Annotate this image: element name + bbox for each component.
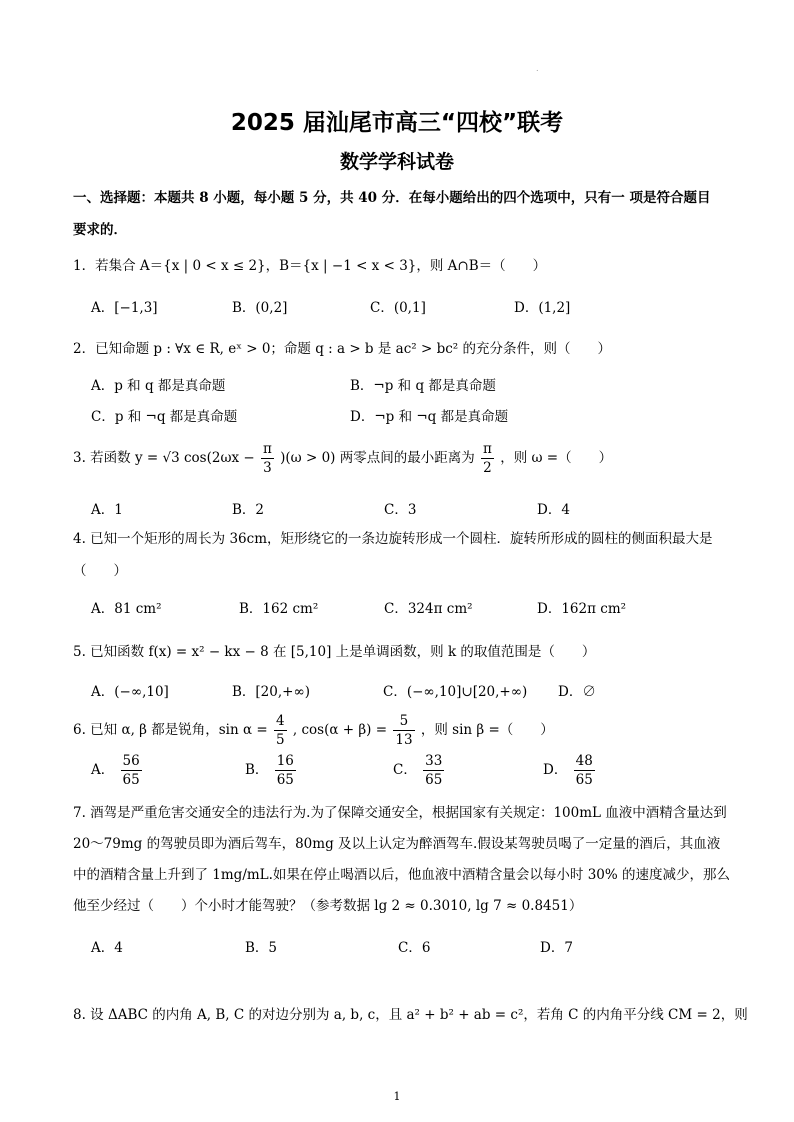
question-3-stem-mid: )(ω > 0) 两零点间的最小距离为 <box>280 450 475 466</box>
fraction-denominator: 65 <box>575 772 593 788</box>
question-6-option-d <box>543 752 597 789</box>
fraction-numerator: 33 <box>425 753 443 769</box>
option-label: C． <box>393 762 417 778</box>
question-6-stem-pre: 6. 已知 α, β 都是锐角，sin α = <box>73 722 268 738</box>
page-subtitle: 数学学科试卷 <box>339 151 454 173</box>
fraction-numerator: π <box>483 441 492 457</box>
fraction-numerator: 4 <box>276 713 285 729</box>
question-3-option-c: C．3 <box>384 502 417 518</box>
fraction-numerator: 56 <box>122 753 140 769</box>
fraction-numerator: π <box>262 441 272 457</box>
question-2-option-c: C．p 和 ¬q 都是真命题 <box>91 409 238 425</box>
question-6-stem <box>73 712 733 749</box>
question-4-option-c: C．324π cm² <box>384 601 473 617</box>
page-title: 2025 届汕尾市高三“四校”联考 <box>230 110 564 136</box>
fraction-denominator: 65 <box>425 772 443 788</box>
question-5-option-c: C．(−∞,10]∪[20,+∞) <box>383 684 528 700</box>
question-3-fraction-pi-2 <box>481 440 494 477</box>
question-1-option-a: A．[−1,3] <box>91 300 158 316</box>
option-label: B． <box>245 762 269 778</box>
question-4-option-d: D．162π cm² <box>537 601 627 617</box>
section-heading: 一、选择题：本题共 8 小题，每小题 5 分，共 40 分．在每小题给出的四个选项中，只有一 项是符合题目要求的． <box>73 190 711 238</box>
question-3-stem-post: ，则 ω =（ ） <box>500 450 613 466</box>
fraction-denominator: 65 <box>276 772 294 788</box>
scan-mark: . <box>536 64 539 73</box>
question-3-fraction-pi-3 <box>261 440 274 477</box>
question-4-stem: 4. 已知一个矩形的周长为 36cm，矩形绕它的一条边旋转形成一个圆柱．旋转所形成的圆柱的侧面积最大是（ ） <box>73 531 713 579</box>
question-2-option-d: D．¬p 和 ¬q 都是真命题 <box>350 409 509 425</box>
question-1-option-b: B．(0,2] <box>232 300 288 316</box>
question-6-fraction-4-5 <box>274 712 287 749</box>
fraction-numerator: 5 <box>393 712 414 731</box>
fraction-denominator: 3 <box>263 460 272 476</box>
question-1-stem: 1．若集合 A＝{x | 0 < x ≤ 2}，B＝{x | −1 < x < 3}，则 A∩B＝（ ） <box>73 258 547 274</box>
question-6-stem-post: ，则 sin β =（ ） <box>420 722 554 738</box>
fraction-denominator: 2 <box>483 460 492 476</box>
question-5-stem: 5. 已知函数 f(x) = x² − kx − 8 在 [5,10] 上是单调函数，则 k 的取值范围是（ ） <box>73 644 596 660</box>
question-5-option-b: B．[20,+∞) <box>232 684 310 700</box>
question-3-stem-pre: 3. 若函数 y = √3 cos(2ωx − <box>73 450 255 466</box>
question-3-stem <box>73 440 733 477</box>
question-6-option-b <box>245 752 298 789</box>
question-8-stem: 8. 设 ΔABC 的内角 A, B, C 的对边分别为 a, b, c，且 a² + b² + ab = c²，若角 C 的内角平分线 CM = 2，则 <box>73 1007 748 1023</box>
question-3-option-d: D．4 <box>537 502 570 518</box>
question-7-option-c: C．6 <box>398 940 431 956</box>
question-6-stem-mid: , cos(α + β) = <box>292 722 388 738</box>
question-2-option-a: A．p 和 q 都是真命题 <box>91 378 226 394</box>
option-fraction <box>574 752 595 789</box>
fraction-denominator: 13 <box>395 732 413 748</box>
fraction-numerator: 16 <box>276 753 294 769</box>
question-7-stem: 7. 酒驾是严重危害交通安全的违法行为.为了保障交通安全，根据国家有关规定：100mL 血液中酒精含量达到 20～79mg 的驾驶员即为酒后驾车，80mg 及以上认定为醉酒驾车.假设某驾驶员喝了一定量的酒后，其血液中的酒精含量上升到了 1mg/mL.如果在停止喝酒以后，他血液中酒精含量会以每小时 30% 的速度减少，那么他至少经过（ ）个小时才能驾驶？（参考数据 lg 2 ≈ 0.3010, lg 7 ≈ 0.8451） <box>73 805 731 914</box>
option-label: A． <box>91 762 115 778</box>
question-1-option-c: C．(0,1] <box>370 300 426 316</box>
question-3-option-a: A．1 <box>91 502 123 518</box>
option-fraction <box>121 752 142 789</box>
question-2-option-b: B．¬p 和 q 都是真命题 <box>350 378 496 394</box>
question-6-option-c <box>393 752 446 789</box>
fraction-numerator: 48 <box>575 753 593 769</box>
question-7-option-a: A．4 <box>91 940 123 956</box>
option-label: D． <box>543 762 568 778</box>
page-number: 1 <box>393 1090 401 1103</box>
fraction-denominator: 65 <box>122 772 140 788</box>
question-4-option-b: B．162 cm² <box>239 601 319 617</box>
question-5-option-d: D．∅ <box>558 684 596 700</box>
question-4-option-a: A．81 cm² <box>91 601 162 617</box>
option-fraction <box>423 752 444 789</box>
question-7-option-b: B．5 <box>245 940 278 956</box>
fraction-denominator: 5 <box>276 732 285 748</box>
question-3-option-b: B．2 <box>232 502 265 518</box>
question-5-option-a: A．(−∞,10] <box>91 684 169 700</box>
question-7-option-d: D．7 <box>540 940 573 956</box>
question-2-stem: 2．已知命题 p : ∀x ∈ R, eˣ > 0；命题 q : a > b 是 ac² > bc² 的充分条件，则（ ） <box>73 341 611 357</box>
question-1-option-d: D．(1,2] <box>514 300 571 316</box>
option-fraction <box>275 752 296 789</box>
question-6-fraction-5-13 <box>393 712 414 749</box>
question-6-option-a <box>91 752 144 789</box>
